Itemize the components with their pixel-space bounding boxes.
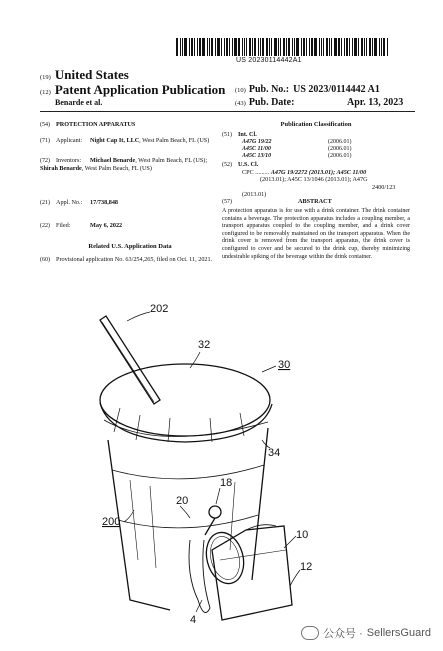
barcode-bar — [199, 38, 201, 56]
watermark-name: SellersGuard — [366, 627, 431, 639]
barcode-bar — [309, 38, 310, 56]
country: United States — [54, 67, 129, 82]
barcode-bar — [249, 38, 251, 56]
barcode-bar — [226, 38, 228, 56]
barcode-bar — [341, 38, 342, 56]
pub-type: Patent Application Publication — [54, 82, 226, 97]
label-20: 20 — [176, 495, 189, 507]
barcode-bar — [217, 38, 220, 56]
inventors-code: (72) — [40, 158, 50, 164]
intcl-label: Int. Cl. — [238, 131, 257, 138]
barcode-bar — [246, 38, 247, 56]
int-cl-row — [242, 146, 402, 153]
barcode-bar — [387, 38, 388, 56]
int-cl-row — [242, 153, 402, 160]
label-18: 18 — [220, 477, 233, 489]
inventor-1: Michael Benarde — [90, 157, 136, 164]
barcode-bar — [197, 38, 198, 56]
barcode-bar — [369, 38, 371, 56]
appl-no-field — [40, 199, 118, 207]
barcode-bar — [269, 38, 270, 56]
barcode-bar — [381, 38, 382, 56]
applicant-field — [40, 137, 220, 145]
barcode-bar — [229, 38, 230, 56]
barcode-bar — [238, 38, 240, 56]
label-4: 4 — [190, 614, 197, 626]
pub-date-label: Pub. Date: — [248, 97, 295, 108]
appl-no: 17/738,848 — [90, 199, 119, 206]
barcode-bar — [372, 38, 373, 56]
barcode-bar — [258, 38, 259, 56]
barcode-bar — [182, 38, 183, 56]
intcl-code: (51) — [222, 132, 232, 138]
int-cl-year: (2006.01) — [328, 153, 352, 160]
label-200: 200 — [102, 516, 121, 528]
applicant-location: , West Palm Beach, FL (US) — [139, 137, 210, 144]
barcode-bar — [334, 38, 337, 56]
pub-no-label: Pub. No.: — [248, 84, 290, 95]
barcode-bar — [321, 38, 322, 56]
barcode-bar — [361, 38, 363, 56]
barcode-bar — [319, 38, 320, 56]
cup-right-side — [252, 428, 268, 580]
barcode-bar — [274, 38, 277, 56]
barcode-bar — [294, 38, 295, 56]
barcode-bar — [326, 38, 328, 56]
barcode-bar — [344, 38, 345, 56]
barcode-bar — [331, 38, 332, 56]
label-202: 202 — [150, 303, 169, 315]
barcode-bar — [383, 38, 385, 56]
chat-icon — [301, 626, 319, 640]
pub-date-line — [235, 97, 404, 108]
barcode-bar — [329, 38, 330, 56]
barcode-bar — [191, 38, 193, 56]
barcode-bar — [221, 38, 222, 56]
barcode-bar — [354, 38, 357, 56]
pouch — [212, 526, 292, 620]
provisional-field — [40, 256, 220, 264]
barcode-bar — [306, 38, 307, 56]
int-cl-row — [242, 139, 402, 146]
barcode — [176, 38, 389, 56]
barcode-bar — [296, 38, 299, 56]
label-12: 12 — [300, 561, 313, 573]
label-32: 32 — [198, 339, 211, 351]
int-cl-class: A45C 13/10 — [242, 153, 272, 160]
barcode-bar — [283, 38, 285, 56]
applicant-code: (71) — [40, 138, 50, 144]
uscl-code: (52) — [222, 162, 232, 168]
barcode-bar — [189, 38, 190, 56]
barcode-bar — [244, 38, 245, 56]
pub-no: US 2023/0114442 A1 — [293, 84, 380, 95]
barcode-bar — [234, 38, 237, 56]
pub-number-line — [235, 84, 380, 95]
int-cl-table — [242, 139, 402, 161]
barcode-bar — [271, 38, 272, 56]
inventors-field — [40, 157, 220, 173]
watermark — [301, 625, 431, 641]
barcode-bar — [292, 38, 293, 56]
label-30: 30 — [278, 359, 291, 371]
inventor-2-location: , West Palm Beach, FL (US) — [81, 165, 152, 173]
classification-heading: Publication Classification — [280, 121, 352, 128]
title: PROTECTION APPARATUS — [56, 121, 136, 128]
cpc-label: CPC — [242, 169, 254, 176]
abstract-text: A protection apparatus is for use with a drink container. The drink container contains a beverage. The protection apparatus includes a coupling member, a transport apparatus coupled to the coupling member, and a drink cover configured to be removably maintained on the transport apparatus. When the drink cover is removed from the transport apparatus, the drink cover is configured to cover and be secured to the drink cup, thereby minimizing undesirable spiking of the beverage within the drink container. — [222, 208, 410, 260]
inventor-1-location: , West Palm Beach, FL (US); — [135, 157, 208, 164]
barcode-bar — [301, 38, 302, 56]
applicant-label: Applicant: — [56, 137, 83, 144]
abstract-code: (57) — [222, 199, 232, 205]
barcode-bar — [379, 38, 380, 56]
drink-cover — [100, 364, 270, 436]
barcode-bar — [364, 38, 365, 56]
int-cl-year: (2006.01) — [328, 146, 352, 153]
appl-label: Appl. No.: — [56, 199, 83, 206]
header-rule — [40, 111, 415, 112]
barcode-bar — [209, 38, 210, 56]
filed-field — [40, 222, 122, 230]
pub-date: Apr. 13, 2023 — [347, 97, 404, 108]
barcode-bar — [260, 38, 261, 56]
watermark-prefix: 公众号 · — [323, 628, 363, 640]
country-heading — [40, 67, 129, 83]
barcode-bar — [288, 38, 290, 56]
barcode-bar — [280, 38, 281, 56]
barcode-bar — [266, 38, 268, 56]
straw — [100, 316, 160, 404]
barcode-bar — [211, 38, 213, 56]
int-cl-year: (2006.01) — [328, 139, 352, 145]
cpc-line-1: A47G 19/2272 (2013.01); A45C 11/00 — [270, 169, 367, 176]
filed-label: Filed: — [56, 222, 71, 229]
uscl-label: U.S. Cl. — [238, 161, 259, 168]
prov-code: (60) — [40, 257, 50, 263]
barcode-bar — [349, 38, 350, 56]
cpc-line-3: 2400/123 (2013.01) — [242, 183, 396, 199]
publication-type-heading — [40, 82, 225, 98]
prov-text: Provisional application No. 63/254,265, filed on Oct. 11, 2021. — [56, 256, 213, 263]
pub-no-code: (10) — [235, 87, 246, 94]
int-cl-class: A47G 19/22 — [242, 139, 272, 145]
barcode-bar — [303, 38, 305, 56]
coupling-bead — [209, 506, 221, 518]
barcode-bar — [352, 38, 353, 56]
barcode-bar — [232, 38, 233, 56]
filed-code: (22) — [40, 223, 50, 229]
title-field — [40, 121, 135, 129]
barcode-bar — [358, 38, 359, 56]
appl-code: (21) — [40, 200, 50, 206]
barcode-bar — [366, 38, 367, 56]
barcode-bar — [252, 38, 253, 56]
barcode-bar — [262, 38, 264, 56]
pub-date-code: (43) — [235, 100, 246, 107]
label-34: 34 — [268, 447, 281, 459]
int-cl-class: A45C 11/00 — [242, 146, 271, 153]
label-10: 10 — [296, 529, 309, 541]
barcode-bar — [346, 38, 348, 56]
applicant-name: Night Cap It, LLC — [90, 137, 140, 144]
barcode-bar — [338, 38, 340, 56]
cpc-line-2: (2013.01); A45C 13/1046 (2013.01); A47G — [260, 176, 368, 184]
abstract-heading-line — [222, 198, 410, 206]
cpc-block: CPC ......... A47G 19/2272 (2013.01); A45C 11/00 (2013.01); A45C 13/1046 (2013.01); A47G 2400/123 (2013.01) — [242, 169, 396, 199]
barcode-bar — [202, 38, 205, 56]
barcode-bar — [184, 38, 187, 56]
abstract-heading: ABSTRACT — [298, 198, 332, 205]
barcode-number: US 20230114442A1 — [236, 57, 302, 64]
barcode-bar — [286, 38, 287, 56]
barcode-bar — [180, 38, 181, 56]
patent-figure — [0, 300, 443, 651]
barcode-bar — [374, 38, 377, 56]
inventors-label: Inventors: — [56, 157, 82, 164]
inventor-2: Shirah Benarde — [40, 165, 82, 173]
barcode-bar — [176, 38, 178, 56]
country-code: (19) — [40, 74, 51, 81]
barcode-bar — [224, 38, 225, 56]
barcode-bar — [311, 38, 313, 56]
barcode-bar — [323, 38, 324, 56]
barcode-bar — [215, 38, 216, 56]
filed-date: May 6, 2022 — [90, 222, 123, 229]
pub-type-code: (12) — [40, 89, 51, 96]
inventors-short: Benarde et al. — [55, 98, 103, 107]
barcode-bar — [254, 38, 257, 56]
barcode-bar — [194, 38, 195, 56]
barcode-bar — [278, 38, 279, 56]
title-code: (54) — [40, 122, 50, 128]
related-heading: Related U.S. Application Data — [88, 243, 172, 250]
barcode-bar — [207, 38, 208, 56]
barcode-bar — [314, 38, 317, 56]
barcode-bar — [242, 38, 243, 56]
